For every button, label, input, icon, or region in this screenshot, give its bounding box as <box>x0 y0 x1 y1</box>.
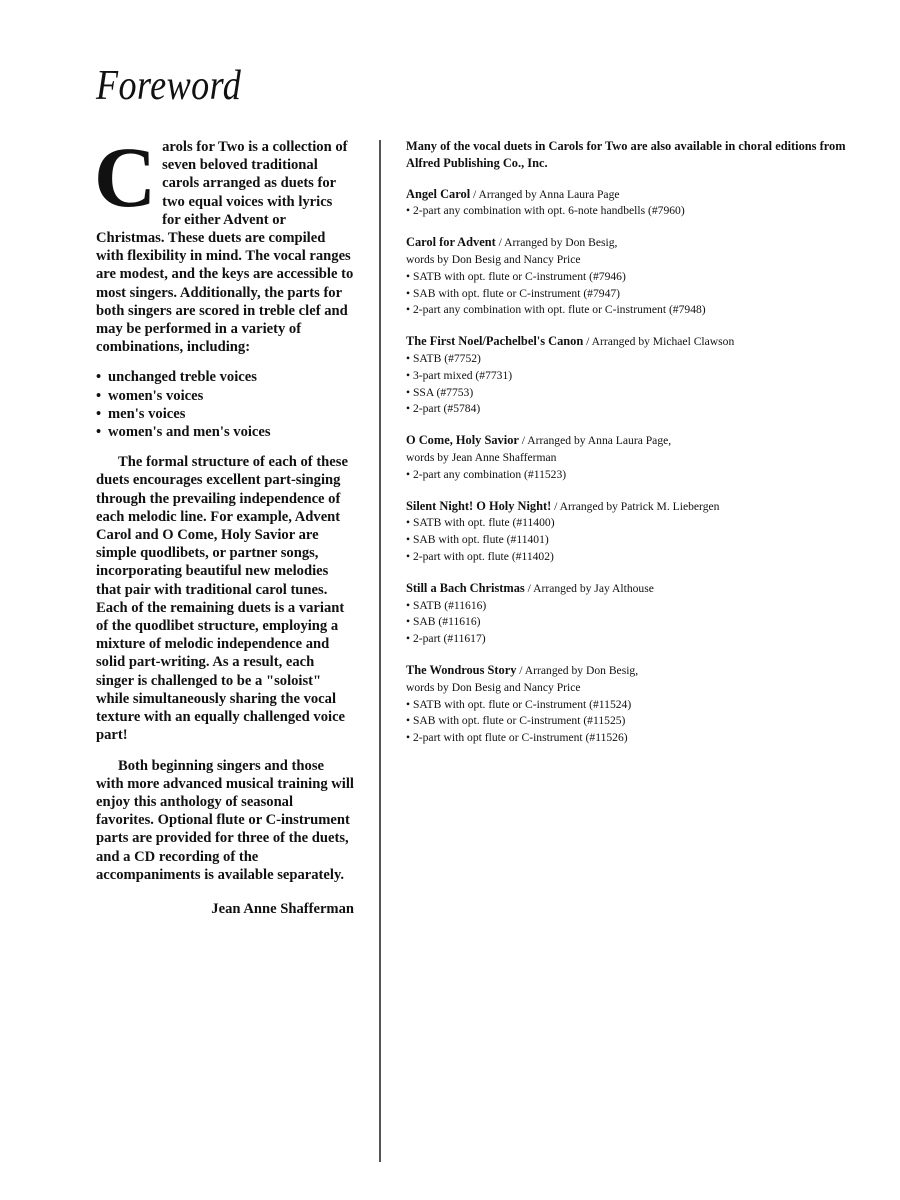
edition-entry <box>406 234 876 319</box>
entry-arranger: / Arranged by Patrick M. Liebergen <box>551 499 720 513</box>
entry-credits: words by Don Besig and Nancy Price <box>406 252 581 266</box>
editions-list <box>406 186 876 747</box>
edition-items <box>406 203 876 220</box>
list-item: • 2-part any combination with opt. flute or C-instrument (#7948) <box>406 302 876 319</box>
entry-title: Angel Carol <box>406 186 471 201</box>
list-item: • SATB (#11616) <box>406 598 876 615</box>
entry-heading <box>406 432 876 450</box>
list-item: • 2-part (#5784) <box>406 401 876 418</box>
edition-items <box>406 515 876 565</box>
list-item: • SATB (#7752) <box>406 351 876 368</box>
entry-heading <box>406 662 876 680</box>
edition-entry <box>406 333 876 418</box>
edition-items <box>406 269 876 319</box>
entry-arranger: / Arranged by Michael Clawson <box>583 335 735 349</box>
list-item: • SAB with opt. flute (#11401) <box>406 532 876 549</box>
entry-title: O Come, Holy Savior <box>406 433 519 448</box>
entry-title: Carol for Advent <box>406 235 496 250</box>
entry-credits: words by Jean Anne Shafferman <box>406 450 557 464</box>
list-item: • unchanged treble voices <box>96 368 354 386</box>
entry-heading <box>406 498 876 516</box>
entry-heading <box>406 234 876 252</box>
entry-title: Still a Bach Christmas <box>406 580 525 595</box>
audience-paragraph: Both beginning singers and those with more advanced musical training will enjoy this anthology of seasonal favorites. Optional flute or C-instrument parts are provided for three of the duets, and a CD recording of the accompaniments is available separately. <box>96 757 354 883</box>
entry-title: The Wondrous Story <box>406 662 517 677</box>
list-item: • 2-part any combination (#11523) <box>406 467 876 484</box>
list-item: • 2-part (#11617) <box>406 631 876 648</box>
entry-arranger: / Arranged by Anna Laura Page, <box>518 434 672 448</box>
column-divider <box>379 140 381 1162</box>
choral-editions-column <box>406 138 876 761</box>
entry-credits: words by Don Besig and Nancy Price <box>406 680 581 694</box>
structure-paragraph: The formal structure of each of these duets encourages excellent part-singing through the prevailing independence of each melodic line. For example, Advent Carol and O Come, Holy Savior are simple quodlibets, or partner songs, incorporating beautiful new melodies that pair with traditional carol tunes. Each of the remaining duets is a variant of the quodlibet structure, employing a mixture of melodic independence and solid part-writing. As a result, each singer is challenged to be a "soloist" while simultaneously sharing the vocal texture with an equally challenged voice part! <box>96 454 348 744</box>
entry-arranger: / Arranged by Don Besig, <box>516 663 639 677</box>
edition-entry <box>406 432 876 483</box>
list-item: • SATB with opt. flute or C-instrument (#11524) <box>406 697 876 714</box>
edition-entry <box>406 580 876 648</box>
list-item: • SSA (#7753) <box>406 385 876 402</box>
intro-paragraph <box>94 129 354 356</box>
list-item: • 2-part with opt. flute (#11402) <box>406 549 876 566</box>
entry-heading <box>406 186 876 204</box>
page-title: Foreword <box>96 63 242 109</box>
list-item: • SAB with opt. flute or C-instrument (#11525) <box>406 713 876 730</box>
edition-entry <box>406 498 876 566</box>
list-item: • 2-part any combination with opt. 6-note handbells (#7960) <box>406 203 876 220</box>
drop-cap: C <box>94 129 157 225</box>
entry-title: The First Noel/Pachelbel's Canon <box>406 334 584 349</box>
edition-items <box>406 467 876 484</box>
list-item: • 3-part mixed (#7731) <box>406 368 876 385</box>
list-item: • SATB with opt. flute or C-instrument (#7946) <box>406 269 876 286</box>
edition-entry <box>406 662 876 747</box>
list-item: • SAB with opt. flute or C-instrument (#7947) <box>406 286 876 303</box>
editions-intro: Many of the vocal duets in Carols for Two are also available in choral editions from Alfred Publishing Co., Inc. <box>406 139 846 170</box>
entry-heading <box>406 580 876 598</box>
list-item: • 2-part with opt flute or C-instrument (#11526) <box>406 730 876 747</box>
entry-arranger: / Arranged by Don Besig, <box>495 236 618 250</box>
foreword-column <box>94 129 354 918</box>
entry-arranger: / Arranged by Anna Laura Page <box>470 187 620 201</box>
intro-text: arols for Two is a collection of seven beloved traditional carols arranged as duets for two equal voices with lyrics for either Advent or Christmas. These duets are compiled with flexibility in mind. The vocal ranges are modest, and the keys are accessible to most singers. Additionally, the parts for both singers are scored in treble clef and may be performed in a variety of combinations, including: <box>96 139 354 356</box>
edition-entry <box>406 186 876 221</box>
list-item: • women's and men's voices <box>96 423 354 441</box>
author-signature: Jean Anne Shafferman <box>211 900 354 917</box>
list-item: • women's voices <box>96 387 354 405</box>
entry-heading <box>406 333 876 351</box>
entry-arranger: / Arranged by Jay Althouse <box>524 581 654 595</box>
list-item: • SATB with opt. flute (#11400) <box>406 515 876 532</box>
list-item: • SAB (#11616) <box>406 614 876 631</box>
edition-items <box>406 351 876 418</box>
list-item: • men's voices <box>96 405 354 423</box>
edition-items <box>406 598 876 648</box>
entry-title: Silent Night! O Holy Night! <box>406 498 552 513</box>
edition-items <box>406 697 876 747</box>
voice-combinations-list <box>96 368 354 441</box>
